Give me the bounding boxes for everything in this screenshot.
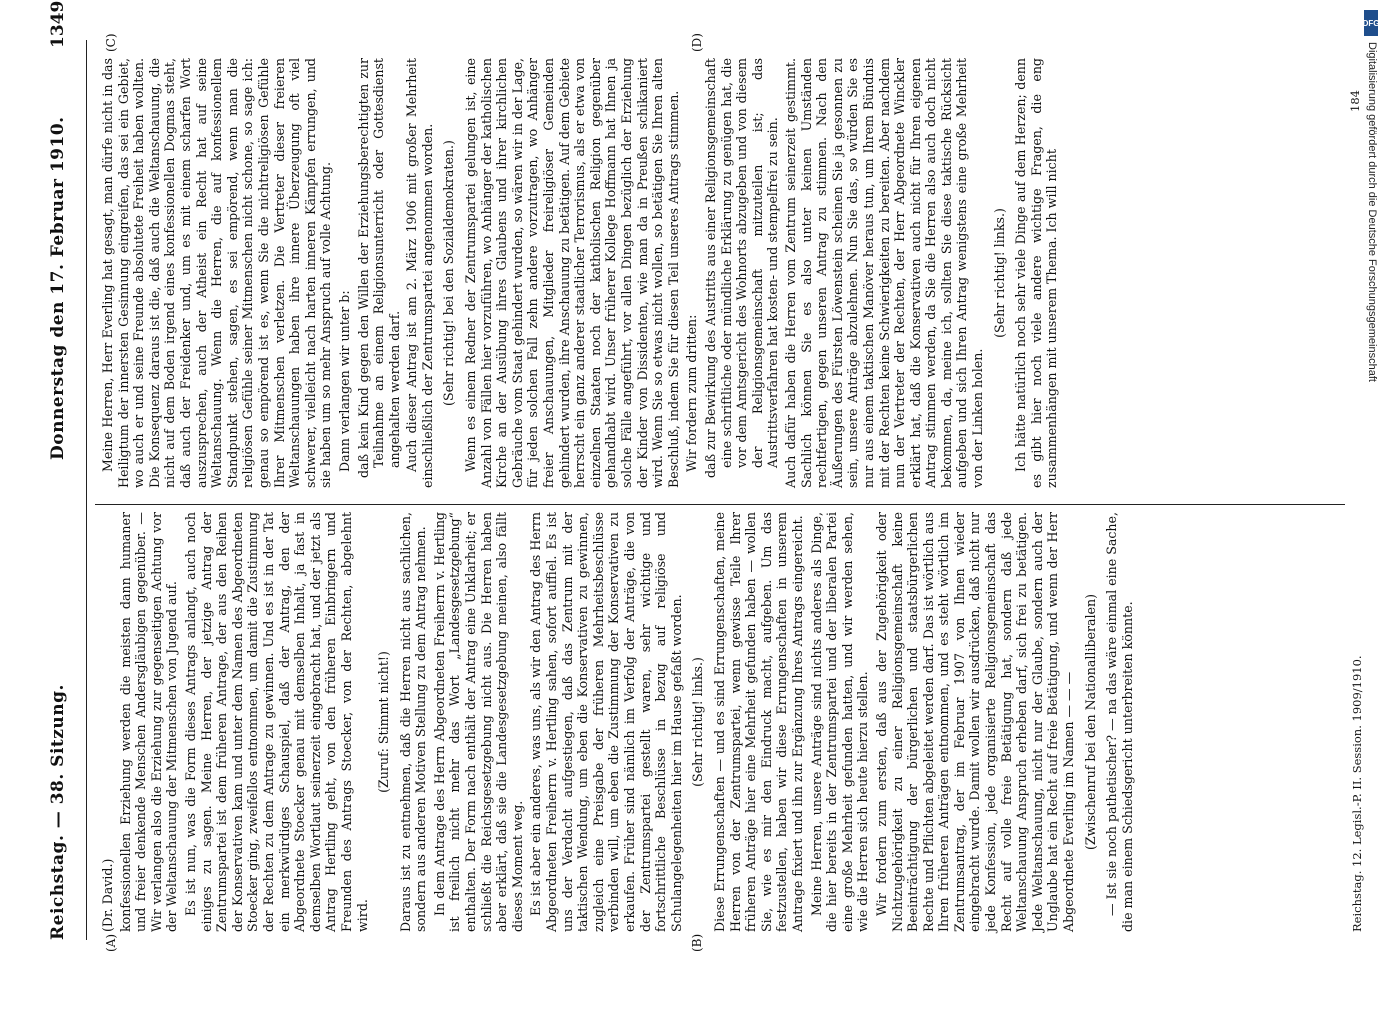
paragraph: Meine Herren, unsere Anträge sind nichts anderes als Dinge, die hier bereits in der Zentrumspartei und der liberalen Partei eine große Mehrheit gefunden hatten, und wir werden sehen, wie die Herren sich heute hierzu stellen. (808, 512, 871, 932)
interjection: (Zuruf: Stimmt nicht!) (376, 651, 392, 793)
left-column (100, 512, 1138, 932)
interjection: (Sehr richtig! links.) (991, 208, 1007, 338)
column-rule (95, 504, 1345, 505)
paragraph: konfessionellen Erziehung werden die meisten dann humaner und freier denkende Menschen Andersgläubigen gegenüber. — Wir verlangen also die Erziehung zur gegenseitigen Achtung vor der Weltanschauung der Mitmenschen von Jugend auf. (117, 512, 180, 932)
footer-left: Reichstag. 12. Legisl.-P. II. Session. 1909/1910. (1350, 655, 1364, 932)
marker-d: (D) (690, 33, 704, 52)
speaker-name: (Dr. David.) (100, 858, 115, 932)
interjection: (Sehr richtig! links.) (690, 657, 706, 787)
header-left: Reichstag. — 38. Sitzung. (48, 684, 68, 940)
paragraph: Ich hätte natürlich noch sehr viele Dinge auf dem Herzen; denn es gibt hier noch viele andere wichtige Fragen, die eng zusammenhängen mit unserem Thema. Ich will nicht (1013, 58, 1060, 488)
footer-signature: 184 (1348, 90, 1362, 112)
header-right: Donnerstag den 17. Februar 1910. (48, 116, 68, 460)
page-number: 1349 (48, 0, 68, 48)
marker-b: (B) (690, 933, 704, 952)
paragraph: In dem Antrage des Herrn Abgeordneten Freiherrn v. Hertling ist freilich nicht mehr das Wort „Landesgesetzgebung“ enthalten. Der Form nach enthält der Antrag eine Unklarheit; er schließt die Reichsgesetzgebung nicht aus. Die Herren haben aber erklärt, daß sie die Landesgesetzgebung meinen, also fällt dieses Moment weg. (431, 512, 525, 932)
paragraph: Auch dafür haben die Herren vom Zentrum seinerzeit gestimmt. Sachlich können Sie es also unter keinen Umständen rechtfertigen, gegen unseren Antrag zu stimmen. Nach den Äußerungen des Fürsten Löwenstein scheinen Sie ja gesonnen zu sein, unsere Anträge abzulehnen. Nun Sie das, so würden Sie es nur aus einem taktischen Manöver heraus tun, um Ihrem Bündnis mit der Rechten keine Schwierigkeiten zu bereiten. Aber nachdem nun der Vertreter der Rechten, der Herr Abgeordnete Winckler erklärt hat, daß die Konservativen auch nicht für Ihren eigenen Antrag stimmen werden, da Sie die Herren also auch doch nicht bekommen, da, meine ich, sollten Sie diese taktische Rücksicht aufgeben und sich Ihren Antrag wenigstens eine große Mehrheit von der Linken holen. (782, 58, 986, 488)
marker-a: (A) (104, 933, 118, 952)
paragraph: Es ist nun, was die Form dieses Antrags anlangt, auch noch einiges zu sagen. Meine Herren, der jetzige Antrag der Zentrumspartei ist dem früheren Antrage, der aus den Reihen der Konservativen kam und unter dem Namen des Abgeordneten Stoecker ging, zweifellos entnommen, um damit die Zustimmung der Rechten zu dem Antrage zu gewinnen. Und es ist in der Tat ein merkwürdiges Schauspiel, daß der Antrag, den der Abgeordnete Stoecker genau mit demselben Inhalt, ja fast in demselben Wortlaut seinerzeit eingebracht hat, und der jetzt als Antrag Hertling geht, von den früheren Einbringern und Freunden des Antrags Stoecker, von der Rechten, abgelehnt wird. (182, 512, 370, 932)
dfg-watermark (1362, 10, 1382, 980)
demand-item: daß kein Kind gegen den Willen der Erziehungsberechtigten zur Teilnahme an einem Religionsunterricht oder Gottesdienst angehalten werden darf. (355, 58, 402, 478)
paragraph: Meine Herren, Herr Everling hat gesagt, man dürfe nicht in das Heiligtum der innersten Gesinnung eingreifen, das sei ein Gebiet, wo auch er und seine Freunde absolutete Freiheit haben wollten. Die Konsequenz daraus ist die, daß auch die Weltanschauung, die nicht auf dem Boden irgend eines konfessionellen Dogmas steht, daß auch der Freidenker und, um es mit einem scharfen Wort auszusprechen, auch der Atheist ein Recht hat auf seine Weltanschauung. Wenn die Herren, die auf konfessionellem Standpunkt stehen, sagen, es sei empörend, wenn man die religiösen Gefühle seiner Mitmenschen nicht schone, so sage ich: genau so empörend ist es, wenn Sie die nichtreligiösen Gefühle Ihrer Mitmenschen verletzen. Die Vertreter dieser freieren Weltanschauungen haben ihre innere Überzeugung oft viel schwerer, vielleicht nach harten inneren Kämpfen errungen, und sie haben um so mehr Anspruch auf volle Achtung. (100, 58, 334, 488)
paragraph: Dann verlangen wir unter b: (336, 290, 352, 472)
interjection: (Zwischenruf bei den Nationalliberalen) (1082, 593, 1098, 851)
paragraph: Wir fordern zum dritten: (684, 314, 700, 472)
watermark-text: Digitalisierung gefördert durch die Deutsche Forschungsgemeinschaft (1366, 42, 1378, 382)
interjection: (Sehr richtig! bei den Sozialdemokraten.) (441, 140, 457, 406)
demand-item: daß zur Bewirkung des Austritts aus einer Religionsgemeinschaft eine schriftliche oder mündliche Erklärung zu genügen hat, die vor dem Amtsgericht des Wohnorts abzugeben und von diesem der Religionsgemeinschaft mitzuteilen ist; das Austrittsverfahren hat kosten- und stempelfrei zu sein. (702, 58, 781, 478)
paragraph: Es ist aber ein anderes, was uns, als wir den Antrag des Herrn Abgeordneten Freiherrn v. Hertling sahen, sofort auffiel. Es ist uns der Verdacht aufgestiegen, daß das Zentrum mit der taktischen Wendung, um eben die Konservativen zu gewinnen, zugleich eine Preisgabe der früheren Mehrheitsbeschlüsse verbinden will, um eben die Zustimmung der Konservativen zu erkaufen. Früher sind nämlich im Verfolg der Anträge, die von der Zentrumspartei gestellt waren, sehr wichtige und fortschrittliche Beschlüsse in bezug auf religiöse und Schulangelegenheiten hier im Hause gefaßt worden. (528, 512, 684, 932)
right-column (100, 58, 1063, 488)
dfg-logo: DFG (1364, 10, 1378, 36)
paragraph: Diese Errungenschaften — und es sind Errungenschaften, meine Herren von der Zentrumspartei, wenn gewisse Teile Ihrer früheren Anträge hier eine Mehrheit gefunden haben — wollen Sie, wie es mir den Eindruck macht, aufgeben. Um das festzustellen, haben wir diese Errungenschaften in unserem Antrage fixiert und ihn zur Ergänzung Ihres Antrags eingereicht. (711, 512, 805, 932)
paragraph: Wenn es einem Redner der Zentrumspartei gelungen ist, eine Anzahl von Fällen hier vorzuführen, wo Anhänger der katholischen Kirche an der Ausübung ihres Glaubens und ihrer kirchlichen Gebräuche vom Staat gehindert wurden, so wären wir in der Lage, für jeden solchen Fall zehn andere vorzutragen, wo Anhänger freier Anschauungen, Mitglieder freireligiöser Gemeinden gehindert wurden, ihre Anschauung zu betätigen. Auf dem Gebiete herrscht ein ganz anderer staatlicher Terrorismus, als er etwa von einzelnen Staaten noch der katholischen Religion gegenüber gehandhabt wird. Unser früherer Kollege Hoffmann hat Ihnen ja solche Fälle angeführt, vor allen Dingen bezüglich der Erziehung der Kinder von Dissidenten, wie man da in Preußen schikaniert wird. Wenn Sie so etwas nicht wollen, so betätigen Sie Ihren alten Beschluß, indem Sie für diesen Teil unseres Antrags stimmen. (463, 58, 681, 488)
page-header (38, 0, 78, 1000)
header-rule (86, 40, 87, 940)
paragraph: Daraus ist zu entnehmen, daß die Herren nicht aus sachlichen, sondern aus anderen Motiven Stellung zu dem Antrag nehmen. (397, 512, 429, 932)
paragraph: Wir fordern zum ersten, daß aus der Zugehörigkeit oder Nichtzugehörigkeit zu einer Religionsgemeinschaft keine Beeinträchtigung der bürgerlichen und staatsbürgerlichen Rechte und Pflichten abgeleitet werden darf. Das ist wörtlich aus Ihren früheren Anträgen entnommen, und es steht wörtlich im Zentrumsantrag, der im Februar 1907 von Ihnen wieder eingebracht wurde. Damit wollen wir ausdrücken, daß nicht nur jede Konfession, jede organisierte Religionsgemeinschaft das Recht auf volle freie Betätigung hat, sondern daß jede Weltanschauung Anspruch erheben darf, sich frei zu betätigen. Jede Weltanschauung, nicht nur der Glaube, sondern auch der Unglaube hat ein Recht auf freie Betätigung, und wenn der Herr Abgeordnete Everling im Namen — — — (873, 512, 1077, 932)
paragraph: — Ist sie noch pathetischer? — na das wäre einmal eine Sache, die man einem Schiedsgericht unterbreiten könnte. (1104, 512, 1135, 932)
marker-c: (C) (104, 33, 118, 52)
paragraph: Auch dieser Antrag ist am 2. März 1906 mit großer Mehrheit einschließlich der Zentrumspartei angenommen worden. (404, 58, 435, 488)
